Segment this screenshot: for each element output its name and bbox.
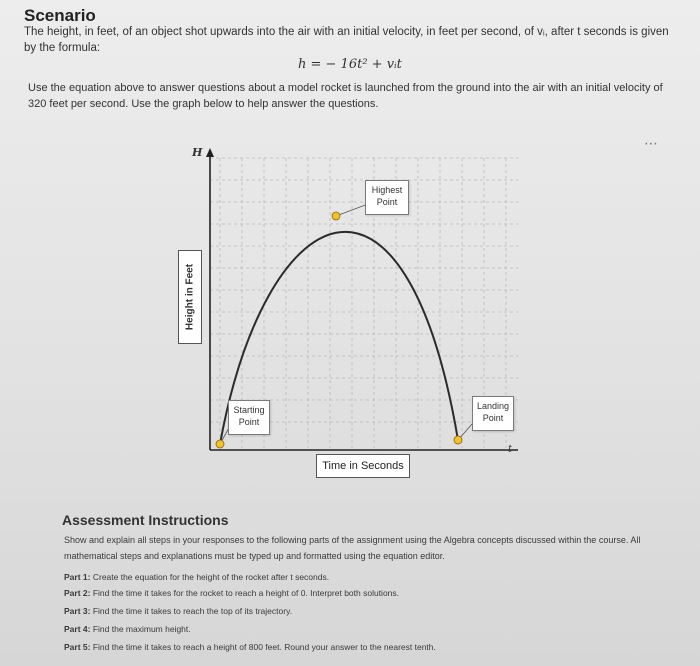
assessment-body: Show and explain all steps in your responses to the following parts of the assignment using the Algebra concepts discussed within the course. All mathematical steps and explanations must be typed up and formatted using the equation editor. xyxy=(64,535,641,561)
t-axis-label: t xyxy=(508,444,513,455)
part-text: Find the maximum height. xyxy=(92,624,191,634)
landing-point-marker xyxy=(454,436,462,444)
trajectory-graph xyxy=(170,138,540,483)
starting-point-line2: Point xyxy=(238,417,260,427)
scenario-title: Scenario xyxy=(24,6,96,25)
x-axis-title: Time in Seconds xyxy=(316,454,410,478)
highest-point-line2: Point xyxy=(376,197,398,207)
landing-point-line2: Point xyxy=(482,413,504,423)
landing-point-line1: Landing xyxy=(476,401,510,411)
scenario-intro: The height, in feet, of an object shot upwards into the air with an initial velocity, in feet per second, of vᵢ, after t seconds is given by the formula: xyxy=(24,26,669,54)
part-item xyxy=(64,588,399,598)
part-text: Find the time it takes for the rocket to reach a height of 0. Interpret both solutions. xyxy=(92,588,400,598)
highest-point-line1: Highest xyxy=(371,185,403,195)
highest-point-marker xyxy=(332,212,340,220)
assessment-title: Assessment Instructions xyxy=(62,512,229,528)
y-axis-title: Height in Feet xyxy=(184,263,196,331)
part-text: Create the equation for the height of the rocket after t seconds. xyxy=(92,572,330,582)
part-label: Part 1: xyxy=(64,572,91,582)
part-item xyxy=(64,606,292,616)
part-text: Find the time it takes to reach a height of 800 feet. Round your answer to the nearest tenth. xyxy=(92,642,436,652)
h-axis-label: H xyxy=(192,146,203,159)
trajectory-svg xyxy=(170,138,540,483)
part-item xyxy=(64,642,436,652)
part-label: Part 5: xyxy=(64,642,91,652)
part-text: Find the time it takes to reach the top of its trajectory. xyxy=(92,606,293,616)
height-formula: h = − 16t² + vᵢt xyxy=(298,57,402,72)
part-item xyxy=(64,624,191,634)
highest-point-callout xyxy=(365,180,409,215)
part-label: Part 4: xyxy=(64,624,91,634)
landing-point-callout xyxy=(472,396,514,431)
starting-point-line1: Starting xyxy=(233,405,265,415)
part-item xyxy=(64,572,329,582)
y-axis-title-box xyxy=(178,250,202,344)
starting-point-marker xyxy=(216,440,224,448)
starting-point-callout xyxy=(228,400,270,435)
part-label: Part 3: xyxy=(64,606,91,616)
part-label: Part 2: xyxy=(64,588,91,598)
more-options-icon[interactable]: ⋯ xyxy=(644,135,659,151)
scenario-instructions: Use the equation above to answer questions about a model rocket is launched from the ground into the air with an initial velocity of 320 feet per second. Use the graph below to help answer the questions. xyxy=(28,82,663,110)
